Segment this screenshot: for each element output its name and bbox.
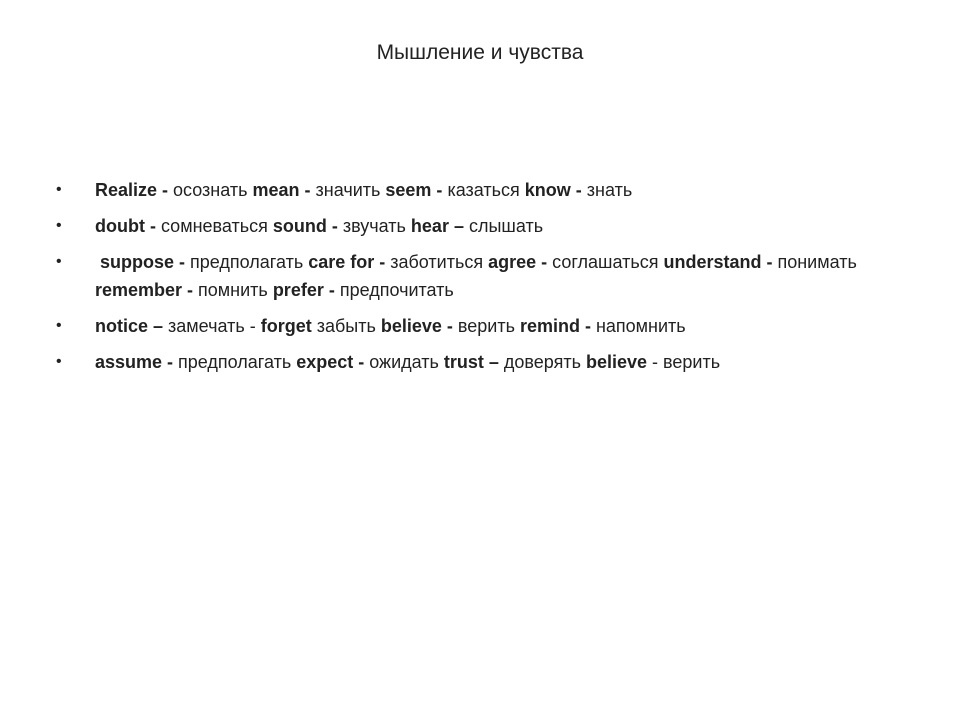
- russian-translation: соглашаться: [552, 252, 664, 272]
- english-term: forget: [260, 316, 317, 336]
- russian-translation: доверять: [503, 352, 586, 372]
- english-term: agree -: [488, 252, 553, 272]
- english-term: doubt -: [95, 216, 161, 236]
- russian-translation: - верить: [652, 352, 721, 372]
- english-term: notice –: [95, 316, 169, 336]
- list-item-text: [95, 176, 936, 204]
- russian-translation: помнить: [198, 280, 273, 300]
- list-item-text: [95, 348, 936, 376]
- english-term: expect -: [296, 352, 370, 372]
- list-item-text: [95, 248, 936, 304]
- russian-translation: предполагать: [178, 352, 297, 372]
- russian-translation: верить: [457, 316, 520, 336]
- russian-translation: значить: [315, 180, 386, 200]
- list-item: [56, 212, 936, 240]
- english-term: remind -: [519, 316, 596, 336]
- russian-translation: слышать: [468, 216, 544, 236]
- list-item: [56, 248, 936, 304]
- english-term: assume -: [95, 352, 179, 372]
- bullet-icon: •: [56, 181, 62, 198]
- english-term: prefer -: [272, 280, 340, 300]
- russian-translation: предполагать: [190, 252, 309, 272]
- bullet-icon: •: [56, 353, 62, 370]
- bullet-icon: •: [56, 253, 62, 270]
- english-term: mean -: [252, 180, 316, 200]
- english-term: remember -: [95, 280, 199, 300]
- russian-translation: осознать: [173, 180, 253, 200]
- english-term: understand -: [663, 252, 778, 272]
- english-term: believe -: [380, 316, 458, 336]
- russian-translation: ожидать: [369, 352, 444, 372]
- english-term: care for -: [308, 252, 391, 272]
- list-item: [56, 348, 936, 376]
- english-term: Realize -: [95, 180, 174, 200]
- english-term: sound -: [272, 216, 343, 236]
- english-term: believe: [586, 352, 653, 372]
- russian-translation: понимать: [777, 252, 862, 272]
- russian-translation: заботиться: [390, 252, 489, 272]
- russian-translation: сомневаться: [160, 216, 273, 236]
- english-term: trust –: [443, 352, 504, 372]
- russian-translation: казаться: [447, 180, 525, 200]
- russian-translation: замечать -: [168, 316, 261, 336]
- vocabulary-list: [56, 176, 936, 384]
- russian-translation: напомнить: [595, 316, 686, 336]
- english-term: suppose -: [95, 252, 191, 272]
- russian-translation: звучать: [342, 216, 411, 236]
- russian-translation: знать: [586, 180, 633, 200]
- bullet-icon: •: [56, 217, 62, 234]
- list-item: [56, 312, 936, 340]
- slide-title: Мышление и чувства: [376, 41, 584, 64]
- russian-translation: забыть: [316, 316, 381, 336]
- russian-translation: предпочитать: [339, 280, 454, 300]
- english-term: seem -: [385, 180, 448, 200]
- bullet-icon: •: [56, 317, 62, 334]
- list-item-text: [95, 312, 936, 340]
- list-item-text: [95, 212, 936, 240]
- english-term: know -: [524, 180, 587, 200]
- english-term: hear –: [410, 216, 469, 236]
- list-item: [56, 176, 936, 204]
